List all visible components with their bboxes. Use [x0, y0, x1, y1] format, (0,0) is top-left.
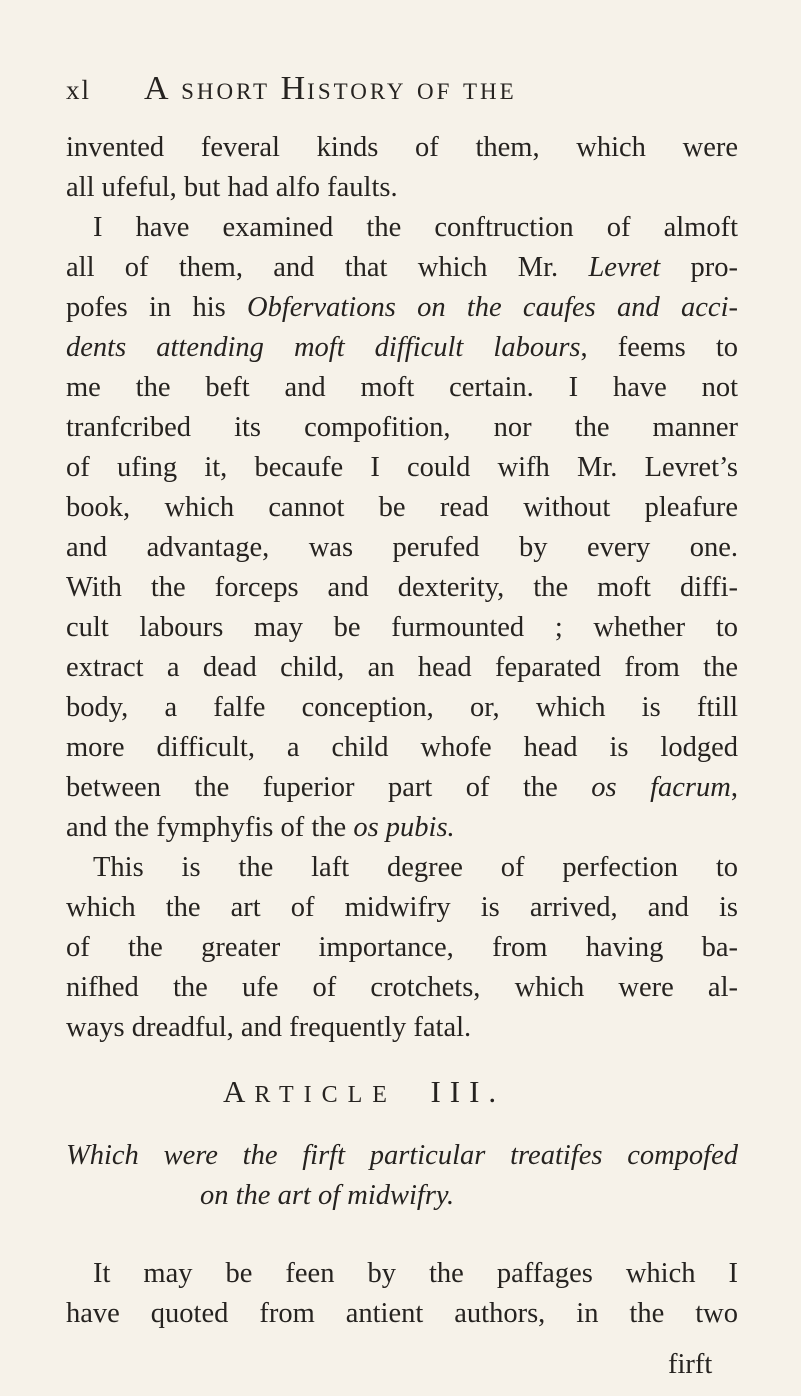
- text-line: book, which cannot be read without pleafure: [66, 492, 738, 523]
- book-title: dents attending moft difficult labours: [66, 332, 581, 363]
- anatomy-term: os facrum: [591, 772, 731, 803]
- header-title-initial: A: [144, 70, 171, 107]
- text-line: of ufing it, becaufe I could wifh Mr. Levret’s: [66, 452, 738, 483]
- text-line: body, a falfe conception, or, which is ftill: [66, 692, 738, 723]
- text-line: This is the laft degree of perfection to: [93, 852, 738, 883]
- text-line: of the greater importance, from having ba-: [66, 932, 738, 963]
- article-subtitle: Which were the firft particular treatifes compofed: [66, 1140, 738, 1171]
- catchword: firft: [668, 1349, 713, 1380]
- text-line: me the beft and moft certain. I have not: [66, 372, 738, 403]
- text-line: dents attending moft difficult labours, feems to: [66, 332, 738, 363]
- page-number: xl: [66, 75, 92, 105]
- text-line: all ufeful, but had alfo faults.: [66, 172, 398, 203]
- running-header: [66, 70, 766, 116]
- author-name: Levret: [588, 252, 661, 283]
- article-number: III.: [430, 1074, 506, 1109]
- text-line: and the fymphyfis of the os pubis.: [66, 812, 455, 843]
- header-title-word: SHORT: [181, 79, 271, 104]
- text-line: tranfcribed its compofition, nor the manner: [66, 412, 738, 443]
- article-subtitle: on the art of midwifry.: [200, 1180, 455, 1211]
- header-title-word: ISTORY: [307, 79, 407, 104]
- anatomy-term: os pubis.: [353, 812, 455, 843]
- text-line: have quoted from antient authors, in the two: [66, 1298, 738, 1329]
- header-title-word: OF: [417, 79, 453, 104]
- article-heading: ARTICLE III.: [223, 1074, 506, 1109]
- header-title-initial: H: [280, 70, 308, 107]
- text-line: cult labours may be furmounted ; whether to: [66, 612, 738, 643]
- text-line: extract a dead child, an head feparated from the: [66, 652, 738, 683]
- text-line: I have examined the conftruction of almoft: [93, 212, 738, 243]
- text-line: pofes in his Obfervations on the caufes and acci-: [66, 292, 738, 323]
- text-line: invented feveral kinds of them, which were: [66, 132, 738, 163]
- book-title: Obfervations on the caufes and acci-: [246, 292, 738, 323]
- text-line: nifhed the ufe of crotchets, which were al-: [66, 972, 738, 1003]
- text-line: ways dreadful, and frequently fatal.: [66, 1012, 472, 1043]
- text-line: all of them, and that which Mr. Levret pro-: [66, 252, 738, 283]
- text-line: which the art of midwifry is arrived, and is: [66, 892, 738, 923]
- text-line: between the fuperior part of the os facrum,: [66, 772, 738, 803]
- header-title-word: THE: [462, 79, 517, 104]
- text-line: With the forceps and dexterity, the moft diffi-: [66, 572, 738, 603]
- text-line: It may be feen by the paffages which I: [93, 1258, 738, 1289]
- text-line: more difficult, a child whofe head is lodged: [66, 732, 738, 763]
- text-line: and advantage, was perufed by every one.: [66, 532, 738, 563]
